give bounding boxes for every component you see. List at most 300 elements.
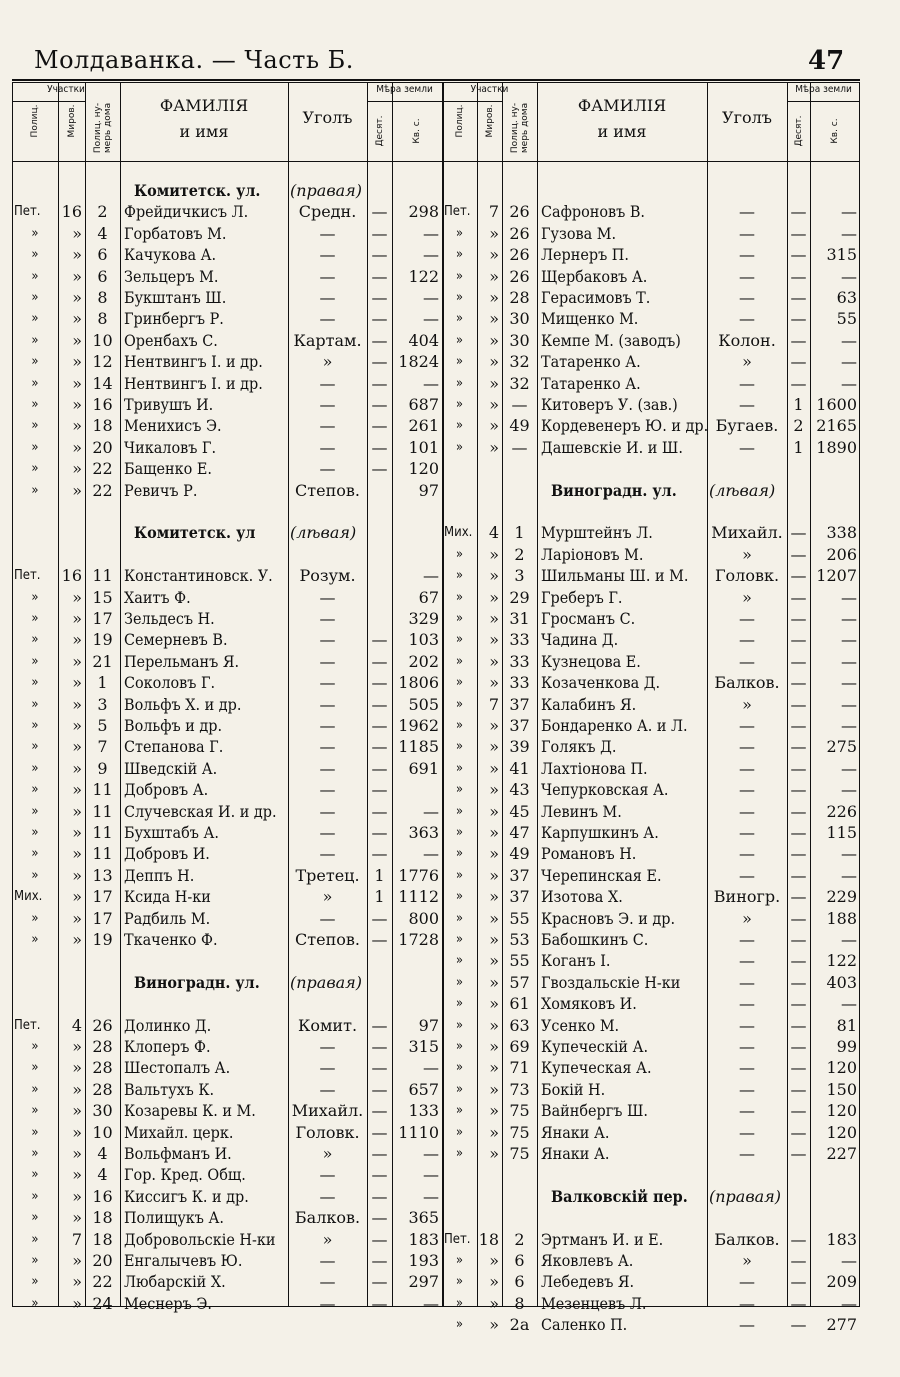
cell-des: — <box>790 1101 807 1121</box>
cell-house-number: 16 <box>92 395 113 414</box>
cell-house-number: 26 <box>509 223 530 243</box>
header-familiya-line1: ФАМИЛІЯ <box>159 96 249 115</box>
cell-mirov: » <box>489 1079 499 1099</box>
table-row <box>12 565 860 586</box>
cell-name: Меснеръ Э. <box>124 1293 212 1313</box>
cell-name: Коганъ І. <box>541 951 611 971</box>
cell-mirov: » <box>72 908 82 928</box>
cell-house-number: 11 <box>92 566 113 586</box>
cell-name: Соколовъ Г. <box>124 673 216 693</box>
table-row <box>12 1314 860 1335</box>
cell-ugol: — <box>739 758 755 778</box>
cell-polits: Пет. <box>444 204 471 220</box>
table-row <box>12 1015 860 1036</box>
cell-polits: » <box>31 225 39 241</box>
table-row <box>12 1207 860 1228</box>
cell-name: Чикаловъ Г. <box>124 437 217 457</box>
cell-polits: » <box>31 1274 39 1290</box>
cell-kv: — <box>841 716 857 735</box>
cell-des: — <box>790 609 807 628</box>
cell-mirov: » <box>72 630 82 650</box>
cell-des: — <box>371 1144 388 1163</box>
cell-name: Козаревы К. и М. <box>124 1101 256 1121</box>
cell-des: 1 <box>374 887 385 907</box>
cell-name: Красновъ Э. и др. <box>541 908 676 928</box>
cell-ugol: — <box>319 1058 336 1078</box>
cell-house-number: 47 <box>509 823 530 842</box>
cell-des: — <box>790 994 807 1014</box>
cell-name: Гвоздальскіе Н-ки <box>541 972 681 992</box>
cell-name: Янаки А. <box>541 1144 610 1163</box>
cell-name: Зельдесъ Н. <box>124 609 215 628</box>
table-row <box>12 480 860 501</box>
cell-ugol: Степов. <box>295 930 360 949</box>
cell-house-number: 8 <box>97 309 108 329</box>
cell-ugol: — <box>319 266 336 286</box>
cell-house-number: 20 <box>92 1251 113 1270</box>
cell-des: — <box>790 202 807 222</box>
cell-des: — <box>790 844 807 864</box>
cell-mirov: » <box>72 1144 82 1163</box>
cell-name: Оренбахъ С. <box>124 330 218 350</box>
header-familiya-line2: и имя <box>179 122 229 141</box>
cell-house-number: 30 <box>509 330 530 350</box>
table-row <box>12 223 860 244</box>
cell-mirov: » <box>489 373 499 393</box>
cell-name: Шведскій А. <box>124 758 218 778</box>
cell-kv: 298 <box>408 202 439 222</box>
cell-kv: — <box>423 1165 439 1185</box>
cell-des: — <box>790 566 807 586</box>
cell-kv: 1185 <box>398 737 439 757</box>
cell-name: Герасимовъ Т. <box>541 288 651 307</box>
cell-polits: » <box>31 375 39 391</box>
cell-name: Шестопалъ А. <box>124 1058 231 1078</box>
cell-kv: — <box>841 694 857 714</box>
cell-kv: 800 <box>408 908 439 928</box>
cell-ugol: » <box>322 352 333 372</box>
cell-polits: » <box>31 482 39 498</box>
cell-des: — <box>790 1037 807 1056</box>
cell-house-number: 43 <box>509 780 530 800</box>
cell-polits: » <box>31 1060 39 1076</box>
cell-des: — <box>371 459 388 479</box>
table-row <box>12 843 860 864</box>
cell-house-number: 2а <box>509 1315 530 1335</box>
cell-ugol: — <box>739 716 755 735</box>
cell-kv: 120 <box>826 1122 857 1142</box>
cell-polits: » <box>31 1295 39 1311</box>
cell-kv: — <box>423 844 439 864</box>
cell-house-number: 55 <box>509 908 530 928</box>
cell-ugol: — <box>739 1272 755 1292</box>
cell-house-number: 18 <box>92 416 113 436</box>
cell-polits: » <box>455 1253 464 1268</box>
cell-des: — <box>371 395 388 414</box>
cell-kv: 120 <box>826 1058 857 1078</box>
cell-polits: » <box>455 311 464 327</box>
cell-name: Левинъ М. <box>541 801 622 821</box>
cell-mirov: » <box>72 801 82 821</box>
cell-ugol: Головк. <box>295 1122 360 1142</box>
cell-kv: 315 <box>826 245 857 265</box>
cell-polits: » <box>455 803 464 819</box>
cell-ugol: Средн. <box>298 202 357 222</box>
cell-name: Лебедевъ Я. <box>541 1272 635 1292</box>
cell-mirov: » <box>489 1293 499 1313</box>
cell-ugol: — <box>739 780 755 800</box>
cell-des: — <box>790 587 807 607</box>
cell-des: — <box>371 416 388 436</box>
cell-mirov: 4 <box>71 1015 82 1035</box>
street-name: Валковскій пер. <box>551 1186 688 1206</box>
cell-kv: — <box>841 780 857 800</box>
cell-house-number: 11 <box>92 823 113 842</box>
cell-house-number: 28 <box>92 1079 113 1099</box>
cell-house-number: 10 <box>92 1122 113 1142</box>
cell-mirov: » <box>489 245 499 265</box>
cell-kv: — <box>841 865 857 885</box>
cell-mirov: » <box>72 1037 82 1056</box>
cell-ugol: — <box>739 1293 755 1313</box>
table-row <box>12 694 860 715</box>
cell-des: — <box>790 1293 807 1313</box>
cell-house-number: 69 <box>509 1037 530 1056</box>
header-ugol: Уголъ <box>302 108 353 127</box>
cell-house-number: 61 <box>509 994 530 1014</box>
cell-des: — <box>371 330 388 350</box>
cell-kv: 67 <box>418 587 439 607</box>
cell-mirov: » <box>72 587 82 607</box>
cell-ugol: — <box>319 630 336 650</box>
cell-mirov: » <box>489 951 499 971</box>
cell-mirov: » <box>489 1315 499 1335</box>
street-name: Комитетск. ул <box>134 523 256 543</box>
cell-ugol: — <box>319 908 336 928</box>
cell-name: Чепурковская А. <box>541 780 669 800</box>
cell-name: Янаки А. <box>541 1122 610 1142</box>
cell-ugol: — <box>319 1186 336 1206</box>
cell-mirov: » <box>72 395 82 414</box>
cell-house-number: 26 <box>509 245 530 265</box>
cell-mirov: » <box>72 480 82 500</box>
cell-kv: — <box>423 1186 439 1206</box>
cell-polits: » <box>455 653 464 669</box>
cell-kv: 1207 <box>816 566 857 586</box>
cell-des: — <box>371 373 388 393</box>
cell-house-number: 22 <box>92 459 113 479</box>
cell-house-number: 11 <box>92 801 113 821</box>
cell-name: Козаченкова Д. <box>541 673 661 693</box>
cell-mirov: » <box>72 437 82 457</box>
table-row <box>12 886 860 907</box>
cell-house-number: 3 <box>97 694 108 714</box>
cell-polits: » <box>455 247 464 263</box>
cell-des: — <box>790 288 807 307</box>
cell-polits: » <box>31 1146 39 1161</box>
cell-house-number: 5 <box>97 716 108 735</box>
cell-mirov: » <box>72 1293 82 1313</box>
cell-kv: 691 <box>408 758 439 778</box>
table-row <box>12 1057 860 1078</box>
header-nomer: Полиц. ну-мерь дома <box>509 102 530 154</box>
cell-kv: 183 <box>408 1229 439 1249</box>
cell-house-number: 17 <box>92 609 113 628</box>
cell-house-number: 28 <box>509 288 530 307</box>
cell-house-number: 26 <box>92 1015 113 1035</box>
cell-name: Нентвингъ І. и др. <box>124 373 263 393</box>
cell-house-number: 26 <box>509 202 530 222</box>
cell-name: Изотова Х. <box>541 887 623 907</box>
cell-des: — <box>371 673 388 693</box>
cell-des: — <box>371 245 388 265</box>
cell-polits: » <box>455 1103 464 1119</box>
cell-ugol: — <box>739 737 755 757</box>
table-row <box>12 287 860 308</box>
cell-des: — <box>790 651 807 671</box>
cell-ugol: Комит. <box>297 1015 358 1035</box>
cell-polits: » <box>455 354 464 370</box>
cell-house-number: 18 <box>92 1208 113 1228</box>
cell-kv: 206 <box>826 544 857 564</box>
cell-ugol: Головк. <box>714 566 780 586</box>
cell-name: Купеческій А. <box>541 1037 649 1056</box>
cell-polits: » <box>31 760 39 776</box>
cell-name: Киссигъ К. и др. <box>124 1186 249 1206</box>
cell-polits: » <box>31 825 39 840</box>
cell-ugol: — <box>319 437 336 457</box>
cell-ugol: — <box>319 1037 336 1056</box>
cell-name: Вальтухъ К. <box>124 1079 215 1099</box>
cell-name: Ткаченко Ф. <box>124 930 218 949</box>
cell-house-number: 19 <box>92 630 113 650</box>
cell-ugol: » <box>742 544 752 564</box>
cell-name: Лернеръ П. <box>541 245 629 265</box>
street-name: Виноградн. ул. <box>134 972 260 992</box>
cell-des: — <box>371 823 388 842</box>
cell-polits: » <box>455 996 464 1012</box>
cell-des: — <box>371 1101 388 1121</box>
cell-des: — <box>371 758 388 778</box>
cell-house-number: 19 <box>92 930 113 949</box>
cell-mirov: » <box>489 544 499 564</box>
cell-kv: 227 <box>826 1144 857 1163</box>
cell-des: — <box>790 1144 807 1163</box>
cell-kv: 133 <box>408 1101 439 1121</box>
table-row <box>12 544 860 565</box>
cell-polits: » <box>31 803 39 819</box>
cell-ugol: » <box>322 887 333 907</box>
cell-kv: — <box>423 1058 439 1078</box>
cell-polits: Пет. <box>14 568 41 584</box>
cell-house-number: 45 <box>509 801 530 821</box>
cell-house-number: 71 <box>509 1058 530 1078</box>
cell-kv: 115 <box>826 823 857 842</box>
header-uchastki: Участки <box>47 84 85 95</box>
cell-name: Ксида Н-ки <box>124 887 211 907</box>
cell-name: Добровольскіе Н-ки <box>124 1229 276 1249</box>
cell-house-number: 75 <box>509 1101 530 1121</box>
cell-polits: » <box>455 825 464 840</box>
cell-ugol: — <box>739 373 755 393</box>
cell-kv: — <box>423 245 439 265</box>
cell-ugol: — <box>319 587 336 607</box>
cell-kv: 1776 <box>398 865 439 885</box>
cell-house-number: 9 <box>97 758 108 778</box>
table-row <box>12 801 860 822</box>
header-kv: Кв. с. <box>830 118 840 144</box>
cell-mirov: » <box>489 780 499 800</box>
cell-house-number: 37 <box>509 716 530 735</box>
cell-polits: » <box>455 225 464 241</box>
cell-des: — <box>371 1037 388 1056</box>
cell-polits: » <box>31 439 39 455</box>
cell-des: — <box>790 1079 807 1099</box>
cell-mirov: » <box>489 609 499 628</box>
cell-name: Горбатовъ М. <box>124 223 227 243</box>
header-rule <box>12 79 860 81</box>
cell-house-number: 57 <box>509 972 530 992</box>
cell-house-number: 2 <box>514 1229 525 1249</box>
cell-name: Бухштабъ А. <box>124 823 219 842</box>
cell-house-number: 14 <box>92 373 113 393</box>
cell-polits: » <box>31 846 39 862</box>
cell-ugol: Виногр. <box>713 887 781 907</box>
cell-polits: » <box>31 782 39 798</box>
cell-kv: 277 <box>826 1315 857 1335</box>
table-row <box>12 779 860 800</box>
cell-kv: 1824 <box>398 352 439 372</box>
cell-name: Греберъ Г. <box>541 587 623 607</box>
cell-ugol: — <box>319 373 336 393</box>
cell-name: Мезенцевъ Л. <box>541 1293 647 1313</box>
cell-name: Радбиль М. <box>124 908 211 928</box>
cell-des: — <box>371 266 388 286</box>
page-header <box>0 40 900 80</box>
cell-ugol: — <box>739 823 755 842</box>
header-des: Десят. <box>374 115 385 147</box>
cell-ugol: — <box>319 694 336 714</box>
cell-house-number: 10 <box>92 330 113 350</box>
cell-des: — <box>790 523 807 543</box>
cell-des: — <box>790 673 807 693</box>
cell-des: — <box>790 758 807 778</box>
cell-mirov: » <box>489 908 499 928</box>
cell-des: — <box>371 801 388 821</box>
table-row <box>12 950 860 971</box>
cell-kv: 99 <box>836 1037 857 1056</box>
street-side: (лѣвая) <box>709 480 776 500</box>
cell-ugol: Михайл. <box>711 523 783 543</box>
cell-kv: — <box>841 609 857 628</box>
cell-mirov: » <box>489 1251 499 1270</box>
cell-name: Чадина Д. <box>541 630 619 650</box>
cell-mirov: 7 <box>71 1229 82 1249</box>
cell-name: Хаитъ Ф. <box>124 587 191 607</box>
cell-kv: — <box>841 758 857 778</box>
cell-mirov: » <box>489 1058 499 1078</box>
table-row <box>12 1036 860 1057</box>
cell-polits: » <box>455 739 464 755</box>
cell-mirov: » <box>72 930 82 949</box>
cell-mirov: » <box>72 1272 82 1292</box>
cell-kv: 63 <box>836 288 857 307</box>
cell-mirov: » <box>72 1122 82 1142</box>
cell-kv: 120 <box>826 1101 857 1121</box>
table-row <box>12 244 860 265</box>
cell-mirov: » <box>489 330 499 350</box>
cell-house-number: 73 <box>509 1079 530 1099</box>
cell-house-number: 55 <box>509 951 530 971</box>
cell-polits: » <box>455 268 464 284</box>
cell-kv: 122 <box>826 951 857 971</box>
cell-kv: 209 <box>826 1272 857 1292</box>
cell-name: Долинко Д. <box>124 1015 212 1035</box>
cell-ugol: Степов. <box>295 480 360 500</box>
cell-ugol: — <box>319 1251 336 1270</box>
cell-mirov: » <box>72 245 82 265</box>
cell-kv: 2165 <box>816 416 857 436</box>
cell-house-number: 33 <box>509 630 530 650</box>
cell-ugol: » <box>322 1229 333 1249</box>
cell-des: — <box>790 223 807 243</box>
cell-kv: 315 <box>408 1037 439 1056</box>
cell-kv: — <box>841 673 857 693</box>
cell-kv: 226 <box>826 801 857 821</box>
cell-polits: » <box>455 675 464 691</box>
cell-house-number: 6 <box>97 245 108 265</box>
cell-name: Вольфъ и др. <box>124 716 223 735</box>
table-row <box>12 1122 860 1143</box>
cell-polits: » <box>455 1017 464 1033</box>
cell-des: — <box>371 1015 388 1035</box>
cell-name: Михайл. церк. <box>124 1122 234 1142</box>
cell-house-number: 49 <box>509 416 530 436</box>
cell-mirov: 16 <box>61 566 82 586</box>
cell-mirov: » <box>72 844 82 864</box>
cell-mirov: » <box>72 309 82 329</box>
cell-mirov: » <box>72 1101 82 1121</box>
table-row <box>12 1143 860 1164</box>
cell-house-number: 37 <box>509 887 530 907</box>
cell-polits: » <box>31 1210 39 1226</box>
cell-des: 2 <box>793 416 804 436</box>
cell-des: — <box>371 930 388 949</box>
cell-des: — <box>371 1186 388 1206</box>
table-row <box>12 351 860 372</box>
cell-mirov: » <box>489 994 499 1014</box>
cell-name: Бащенко Е. <box>124 459 212 479</box>
cell-kv: — <box>841 930 857 949</box>
cell-ugol: — <box>739 1122 755 1142</box>
cell-house-number: 31 <box>509 609 530 628</box>
cell-polits: » <box>455 718 464 733</box>
cell-ugol: — <box>319 651 336 671</box>
cell-mirov: » <box>489 566 499 586</box>
cell-house-number: 21 <box>92 651 113 671</box>
cell-mirov: 18 <box>478 1229 499 1249</box>
cell-ugol: Михайл. <box>291 1101 364 1121</box>
cell-mirov: » <box>72 823 82 842</box>
cell-name: Гросманъ С. <box>541 609 636 628</box>
table-row <box>12 1100 860 1121</box>
table-row <box>12 415 860 436</box>
cell-mirov: » <box>489 288 499 307</box>
cell-polits: » <box>31 354 39 370</box>
cell-kv: — <box>841 202 857 222</box>
cell-name: Голякъ Д. <box>541 737 617 757</box>
cell-house-number: 13 <box>92 865 113 885</box>
